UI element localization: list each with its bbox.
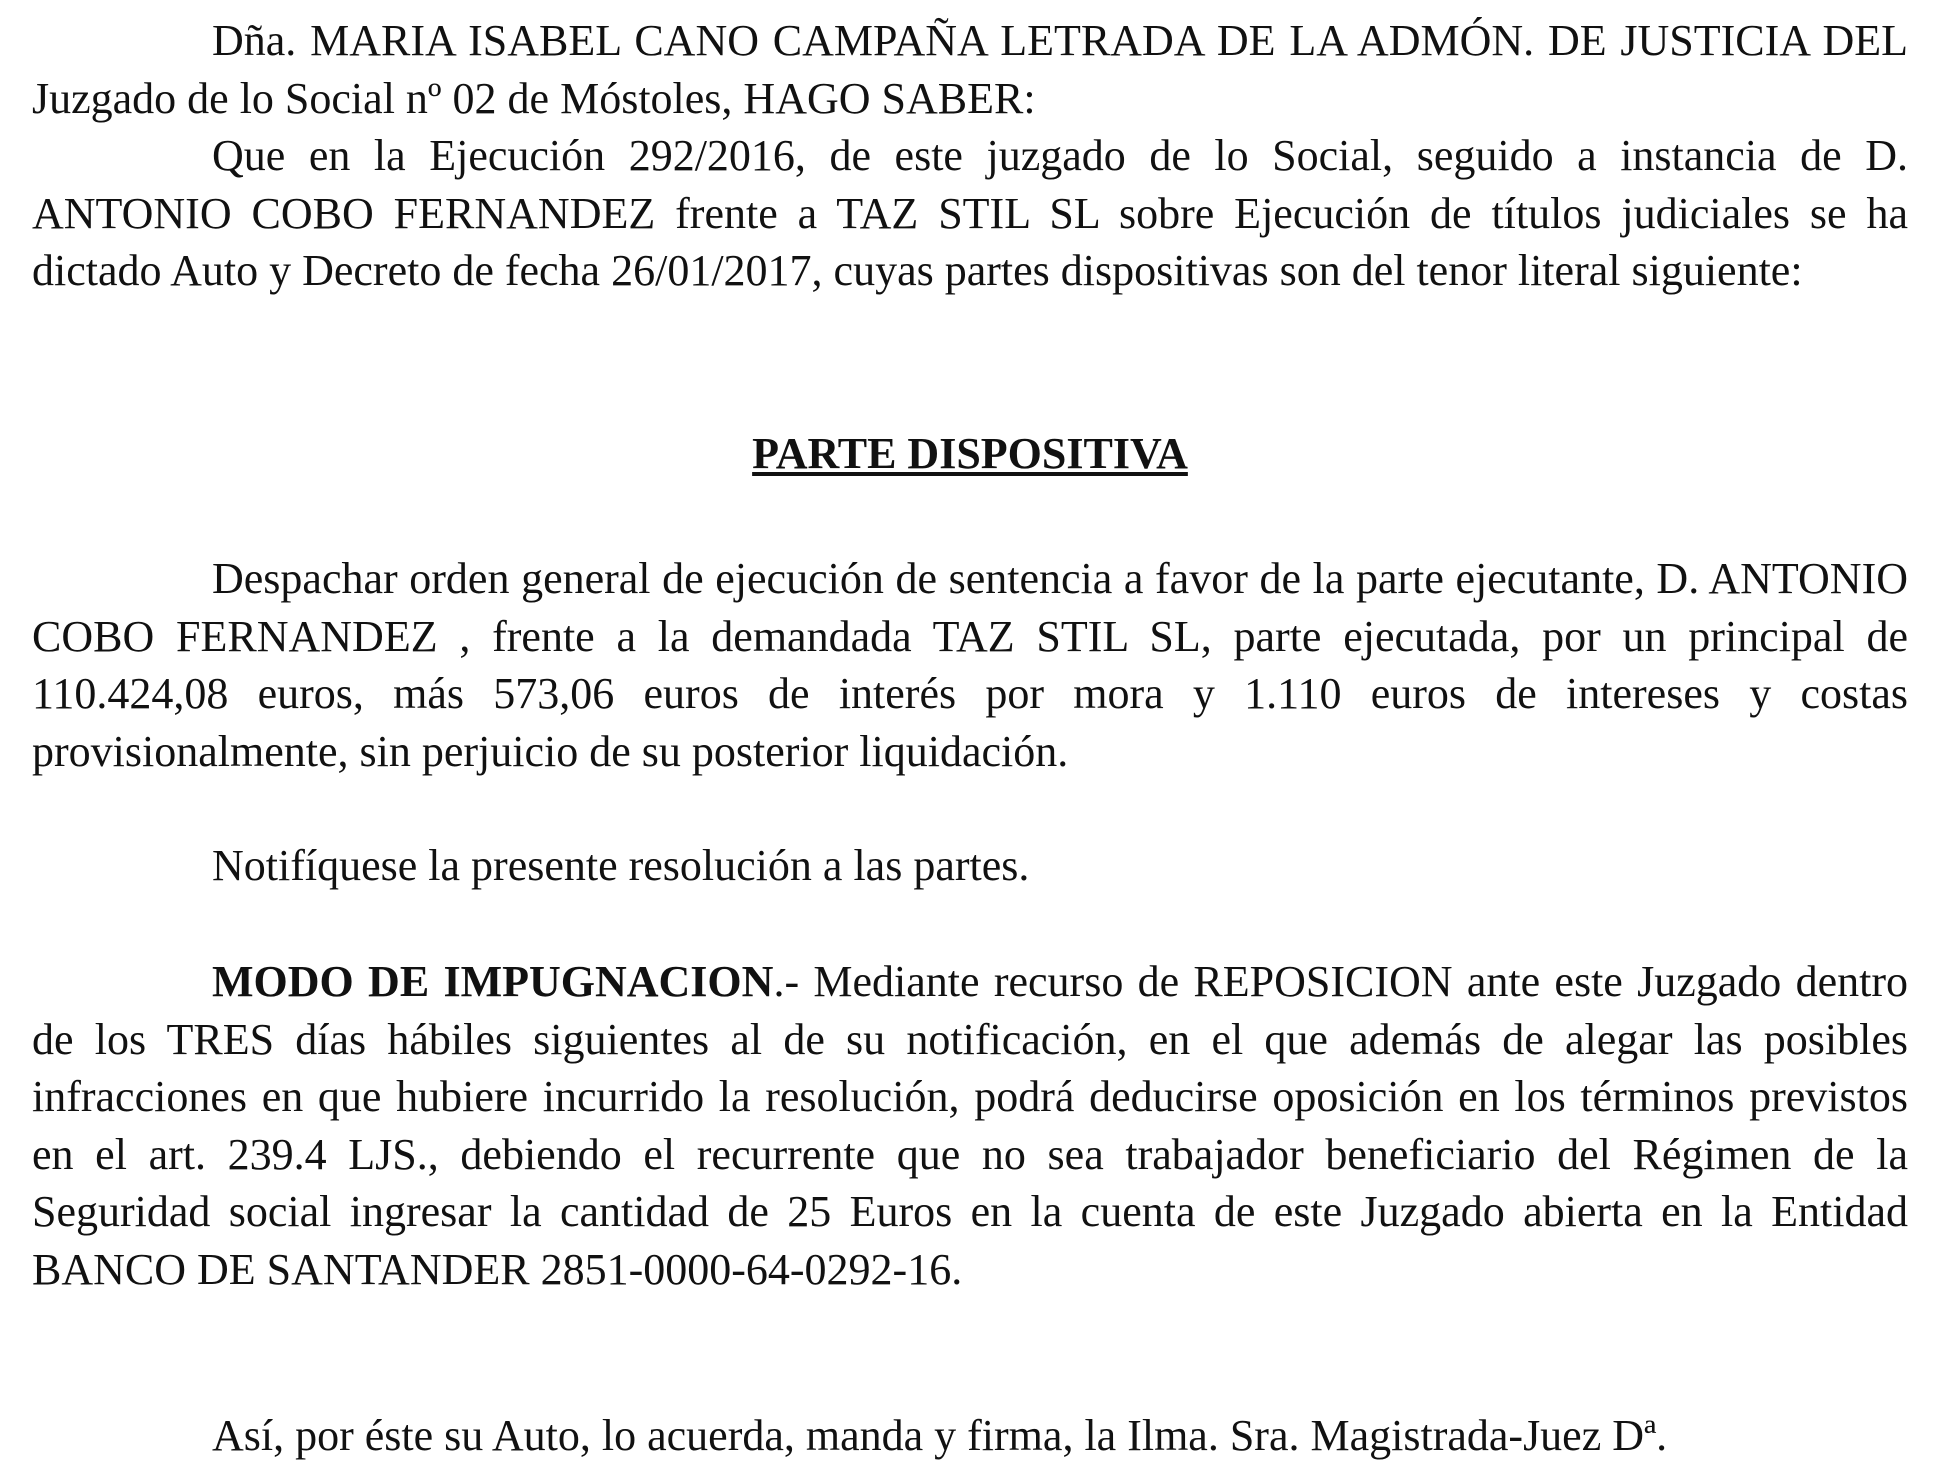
intro-paragraph: Dña. MARIA ISABEL CANO CAMPAÑA LETRADA DE LA ADMÓN. DE JUSTICIA DEL Juzgado de lo Social nº 02 de Móstoles, HAGO SABER: [32,16,1908,123]
impugnation-lead: MODO DE IMPUGNACION [212,957,774,1006]
closing-paragraph: Así, por éste su Auto, lo acuerda, manda y firma, la Ilma. Sra. Magistrada-Juez Dª. [212,1411,1668,1460]
impugnation-body: .- Mediante recurso de REPOSICION ante este Juzgado dentro de los TRES días hábiles siguientes al de su notificación, en el que además de alegar las posibles infracciones en que hubiere incurrido la resolución, podrá deducirse oposición en los términos previstos en el art. 239.4 LJS., debiendo el recurrente que no sea trabajador beneficiario del Régimen de la Seguridad social ingresar la cantidad de 25 Euros en la cuenta de este Juzgado abierta en la Entidad BANCO DE SANTANDER 2851-0000-64-0292-16. [32,957,1908,1294]
notification-paragraph: Notifíquese la presente resolución a las partes. [212,841,1030,890]
section-heading: PARTE DISPOSITIVA [752,429,1188,478]
impugnation-paragraph [32,953,1908,1298]
execution-paragraph: Que en la Ejecución 292/2016, de este juzgado de lo Social, seguido a instancia de D. ANTONIO COBO FERNANDEZ frente a TAZ STIL SL sobre Ejecución de títulos judiciales se ha dictado Auto y Decreto de fecha 26/01/2017, cuyas partes dispositivas son del tenor literal siguiente: [32,131,1908,295]
dispositive-paragraph: Despachar orden general de ejecución de sentencia a favor de la parte ejecutante, D. ANTONIO COBO FERNANDEZ , frente a la demandada TAZ STIL SL, parte ejecutada, por un principal de 110.424,08 euros, más 573,06 euros de interés por mora y 1.110 euros de intereses y costas provisionalmente, sin perjuicio de su posterior liquidación. [32,554,1908,776]
